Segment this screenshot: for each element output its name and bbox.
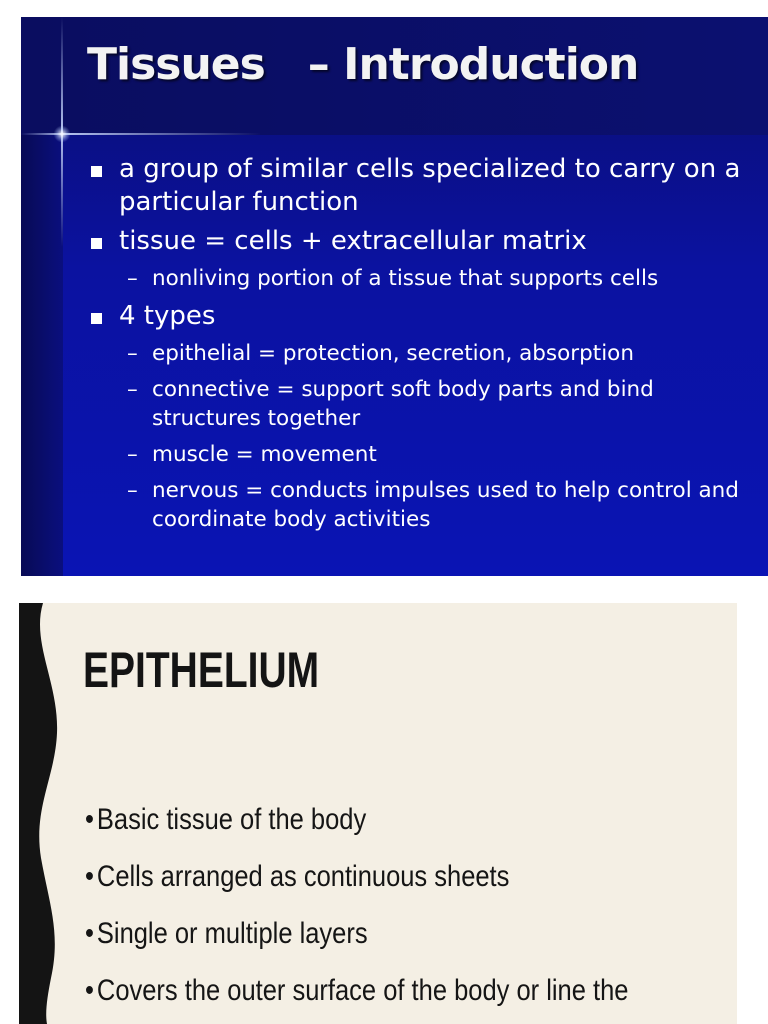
- bullet-text: Covers the outer surface of the body or line the: [96, 974, 629, 1007]
- sub-bullet-text: connective = support soft body parts and bind structures together: [152, 377, 654, 431]
- sparkle-icon: [54, 126, 70, 142]
- sub-bullet-item: [89, 264, 759, 293]
- bullet-text: Single or multiple layers: [96, 917, 368, 950]
- sub-bullet-item: [89, 375, 759, 433]
- dash-marker: –: [127, 377, 138, 402]
- bullet-item: [85, 803, 629, 860]
- dash-marker: –: [127, 266, 138, 291]
- bullet-dot: •: [85, 974, 94, 1007]
- bullet-item: [85, 860, 629, 917]
- square-bullet-icon: [91, 238, 102, 249]
- bullet-dot: •: [85, 860, 94, 893]
- dash-marker: –: [127, 341, 138, 366]
- bullet-text: tissue = cells + extracellular matrix: [119, 226, 587, 256]
- sub-bullet-text: muscle = movement: [152, 442, 377, 467]
- bullet-item: [89, 225, 759, 258]
- bullet-item: [85, 974, 629, 1024]
- bullet-text: a group of similar cells specialized to carry on a particular function: [119, 154, 741, 217]
- bullet-text: Basic tissue of the body: [96, 803, 367, 836]
- bullet-list: [85, 803, 725, 1024]
- sub-bullet-item: [89, 440, 759, 469]
- dash-marker: –: [127, 442, 138, 467]
- slide-epithelium: [19, 603, 737, 1024]
- square-bullet-icon: [91, 313, 102, 324]
- sub-bullet-text: nervous = conducts impulses used to help control and coordinate body activities: [152, 478, 739, 532]
- bullet-item: [85, 917, 629, 974]
- slide-title: Tissues – Introduction: [87, 39, 639, 90]
- wavy-left-edge: [19, 603, 71, 1024]
- sub-bullet-item: [89, 476, 759, 534]
- bullet-item: [89, 300, 759, 333]
- sub-bullet-text: nonliving portion of a tissue that supports cells: [152, 266, 659, 291]
- bullet-list: [89, 153, 759, 541]
- bullet-text: Cells arranged as continuous sheets: [96, 860, 510, 893]
- square-bullet-icon: [91, 166, 102, 177]
- sub-bullet-item: [89, 339, 759, 368]
- bullet-text: 4 types: [119, 301, 216, 331]
- slide-title: EPITHELIUM: [83, 642, 320, 698]
- dash-marker: –: [127, 478, 138, 503]
- bullet-dot: •: [85, 803, 94, 836]
- bullet-dot: •: [85, 917, 94, 950]
- sub-bullet-text: epithelial = protection, secretion, absorption: [152, 341, 634, 366]
- bullet-item: [89, 153, 759, 219]
- slide-tissues-introduction: [21, 17, 768, 576]
